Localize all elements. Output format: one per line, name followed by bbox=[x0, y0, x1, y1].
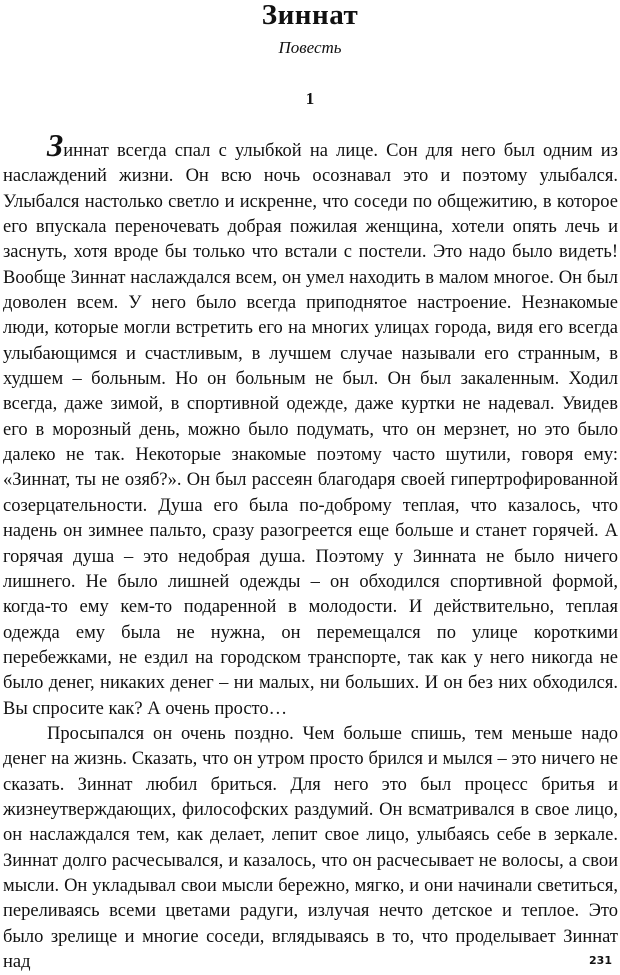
body-text bbox=[3, 127, 618, 975]
story-title: Зиннат bbox=[261, 0, 359, 31]
drop-cap: З bbox=[47, 127, 64, 163]
chapter-number: 1 bbox=[305, 89, 315, 108]
page-number: 231 bbox=[589, 954, 612, 967]
paragraph-2: Просыпался он очень поздно. Чем больше спишь, тем меньше надо денег на жизнь. Сказать, что он утром просто брился и мылся – это ничего не сказать. Зиннат любил бриться. Для него это был процесс бритья и жизнеутверждающих, философских раздумий. Он всматривался в свое лицо, он наслаждался тем, как делает, лепит свое лицо, улыбаясь себе в зеркале. Зиннат долго расчесывался, и казалось, что он расчесывает не волосы, а свои мысли. Он укладывал свои мысли бережно, мягко, и они начинали светиться, переливаясь всеми цветами радуги, излучая нечто детское и теплое. Это было зрелище и многие соседи, вглядываясь в то, что проделывает Зиннат над bbox=[3, 723, 618, 972]
paragraph-1-text: иннат всегда спал с улыбкой на лице. Сон для него был одним из наслаждений жизни. Он всю ночь осознавал это и поэтому улыбался. Улыбался настолько светло и искренне, что соседи по общежитию, в которое его впускала переночевать добрая пожилая женщина, хотели опять лечь и заснуть, хотя вроде бы только что встали с постели. Это надо было видеть! Вообще Зиннат наслаждался всем, он умел находить в малом многое. Он был доволен всем. У него было всегда приподнятое настроение. Незнакомые люди, которые могли встретить его на многих улицах города, видя его всегда улыбающимся и счастливым, в лучшем случае называли его странным, в худшем – больным. Но он больным не был. Он был закаленным. Ходил всегда, даже зимой, в спортивной одежде, даже куртки не надевал. Увидев его в морозный день, можно было подумать, что он мерзнет, но это было далеко не так. Некоторые знакомые поэтому часто шутили, говоря ему: «Зиннат, ты не озяб?». Он был рассеян благодаря своей гипертрофированной созерцательности. Душа его была по-доброму теплая, что казалось, что надень он зимнее пальто, сразу разогреется еще больше и станет горячей. А горячая душа – это недобрая душа. Поэтому у Зинната не было ничего лишнего. Не было лишней одежды – он обходился спортивной формой, когда-то ему кем-то подаренной в молодости. И действительно, теплая одежда ему была не нужна, он перемещался по улице короткими перебежками, не ездил на городском транспорте, так как у него никогда не было денег, никаких денег – ни малых, ни больших. И он без них обходился. Вы спросите как? А очень просто… bbox=[3, 141, 618, 719]
paragraph-1 bbox=[3, 127, 618, 722]
story-subtitle: Повесть bbox=[278, 38, 342, 57]
